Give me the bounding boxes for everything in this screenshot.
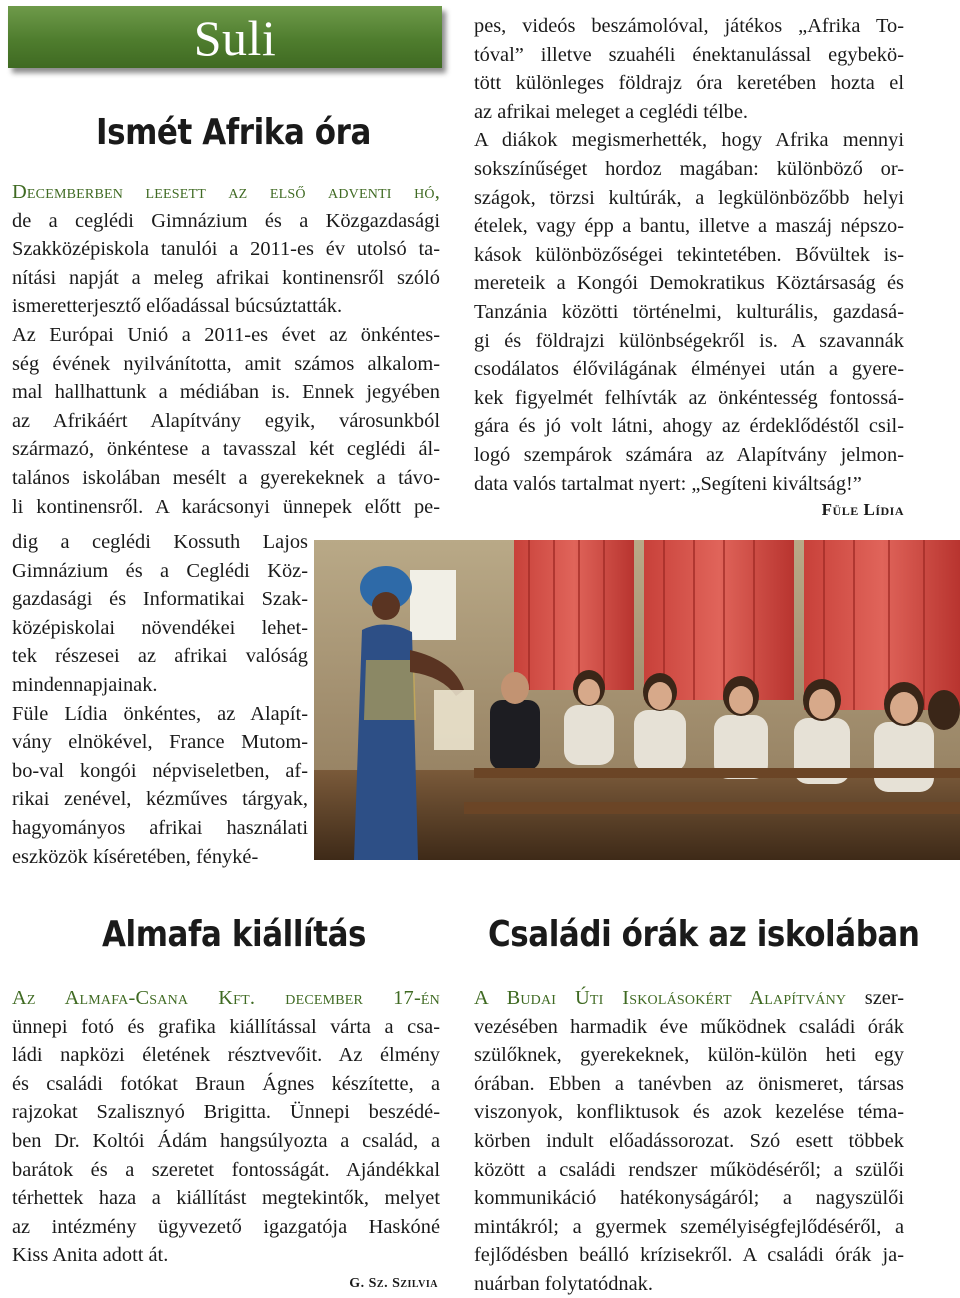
text-line: ség évének nyilvánította, amit számos alkalom- — [12, 352, 440, 375]
text-line: mintákról; a gyermek személyiségfejlődéséről, a — [474, 1215, 904, 1238]
text-line: az afrikai meleget a ceglédi télbe. — [474, 100, 748, 123]
text-line: térhettek haza a kiállítást megtekintők, melyet — [12, 1187, 440, 1210]
text-line: mereteik a Kongói Demokratikus Köztársaság és — [474, 272, 904, 295]
text-line: ismeretterjesztő előadással búcsúztatták. — [12, 295, 343, 318]
csaladi-lead: A Budai Úti Iskolásokért Alapítvány — [474, 987, 847, 1009]
text-line: körben indult előadássorozat. Szó esett többek — [474, 1129, 904, 1152]
text-line: data valós tartalmat nyert: „Segíteni kiváltság!” — [474, 472, 862, 495]
text-line: mal hallhattunk a médiában is. Ennek jegyében — [12, 381, 440, 404]
text-line: és családi fotókat Braun Ágnes készítette, a — [12, 1072, 440, 1095]
almafa-column — [12, 984, 440, 1270]
text-line: gi és földrajzi különbségekről is. A szavannák — [474, 329, 904, 352]
section-label: Suli — [193, 10, 277, 66]
text-line: Kiss Anita adott át. — [12, 1244, 169, 1267]
text-line: kommunikáció hatékonyságáról; a nagyszülői — [474, 1187, 904, 1210]
text-line: Füle Lídia önkéntes, az Alapít- — [12, 702, 308, 725]
text-line: rikai zenével, kézműves tárgyak, — [12, 788, 308, 811]
text-line: kek figyelmét felhívták az önkéntesség fontossá- — [474, 386, 904, 409]
text-line: de a ceglédi Gimnázium és a Közgazdasági — [12, 209, 440, 232]
text-line: csodálatos élővilágának élményei után a gyere- — [474, 358, 904, 381]
classroom-photo — [314, 540, 960, 860]
afrika-author: Füle Lídia — [821, 500, 904, 519]
text-line: viszonyok, konfliktusok és azok kezelése téma- — [474, 1101, 904, 1124]
text-line: Szakközépiskola tanulói a 2011-es év utolsó ta- — [12, 238, 440, 261]
text-line: tött különleges földrajz óra keretében hozta el — [474, 72, 904, 95]
text-line: vezésében harmadik éve működnek családi órák — [474, 1015, 904, 1038]
text-line: Tanzánia közötti történelmi, kulturális, gazdasá- — [474, 300, 904, 323]
text-line: A diákok megismerhették, hogy Afrika mennyi — [474, 129, 904, 152]
afrika-narrow-column — [12, 528, 308, 871]
text-line: származó, önkéntese a tavasszal két ceglédi ál- — [12, 438, 440, 461]
text-line: középiskolai növendékei lehet- — [12, 616, 308, 639]
text-line: ben Dr. Koltói Ádám hangsúlyozta a család, a — [12, 1129, 440, 1152]
text-line: vány elnökével, France Mutom- — [12, 731, 308, 754]
text-line: ünnepi fotó és grafika kiállítással várta a csa- — [12, 1015, 440, 1038]
afrika-lead: Decemberben leesett az első adventi hó, — [12, 181, 440, 203]
text-line: li kontinensről. A karácsonyi ünnepek előtt pe- — [12, 495, 440, 518]
almafa-lead: Az Almafa-Csana Kft. december 17-én — [12, 987, 440, 1009]
text-line: bo-val kongói népviseletben, af- — [12, 759, 308, 782]
text-line: fejlődésben beálló krízisekről. A családi órák ja- — [474, 1244, 904, 1267]
article-title-almafa: Almafa kiállítás — [102, 914, 367, 955]
text-line: az intézmény ügyvezető igazgatója Haskóné — [12, 1215, 440, 1238]
text-line: gára és jó volt látni, ahogy az érdeklődéstől csil- — [474, 415, 904, 438]
text-line: pes, videós beszámolóval, játékos „Afrika To- — [474, 15, 904, 37]
text-line: gazdasági és Informatikai Szak- — [12, 588, 308, 611]
text-line: eszközök kíséretében, fényké- — [12, 845, 259, 868]
text-line: sokszínűséget hordoz magában: különböző or- — [474, 157, 904, 180]
text-line: szágok, törzsi kultúrák, a legkülönbözőbb helyi — [474, 186, 904, 209]
text-line: Az Európai Unió a 2011-es évet az önkéntes- — [12, 323, 440, 346]
text-line: között a családi rendszer működéséről; a szülői — [474, 1158, 904, 1181]
classroom-photo-illustration — [314, 540, 960, 860]
section-banner — [8, 6, 442, 68]
csaladi-lead-line — [474, 984, 904, 1013]
text-line: logó szempárok számára az Alapítvány jelmon- — [474, 443, 904, 466]
text-line: rajzokat Szalisznyó Brigitta. Ünnepi beszédé- — [12, 1101, 440, 1124]
text-line: órában. Ebben a tanévben az önismeret, társas — [474, 1072, 904, 1095]
text-line: ládi napközi életének résztvevőit. Az élmény — [12, 1044, 440, 1067]
text-line: kások különbözőségei tekintetében. Bővültek is- — [474, 243, 904, 266]
text-line: szülőknek, gyerekeknek, külön-külön heti egy — [474, 1044, 904, 1067]
text-line: Gimnázium és a Ceglédi Köz- — [12, 559, 308, 582]
text-line: az Afrikáért Alapítvány egyik, városunkból — [12, 409, 440, 432]
text-line: tóval” illetve szuahéli énektanulással egybekö- — [474, 43, 904, 66]
almafa-author: G. Sz. Szilvia — [349, 1276, 438, 1291]
text-line: nuárban folytatódnak. — [474, 1272, 653, 1295]
text-line: hagyományos afrikai használati — [12, 816, 308, 839]
article-title-afrika: Ismét Afrika óra — [96, 112, 371, 153]
text-line: ételek, vagy épp a bantu, illetve a maszáj népszo- — [474, 215, 904, 238]
text-line: talános iskolában mesélt a gyerekeknek a távo- — [12, 466, 440, 489]
text-line: mindennapjainak. — [12, 673, 158, 696]
text-line: nítási napját a meleg afrikai kontinensről szóló — [12, 266, 440, 289]
afrika-right-column — [474, 12, 904, 498]
article-title-csaladi: Családi órák az iskolában — [488, 914, 920, 955]
text-line: tek részesei az afrikai valóság — [12, 645, 308, 668]
csaladi-lead-tail: szer- — [864, 987, 904, 1009]
text-line: barátok és a szeretet fontosságát. Ajándékkal — [12, 1158, 440, 1181]
text-line: dig a ceglédi Kossuth Lajos — [12, 531, 308, 553]
afrika-left-column — [12, 178, 440, 521]
csaladi-column — [474, 984, 904, 1298]
